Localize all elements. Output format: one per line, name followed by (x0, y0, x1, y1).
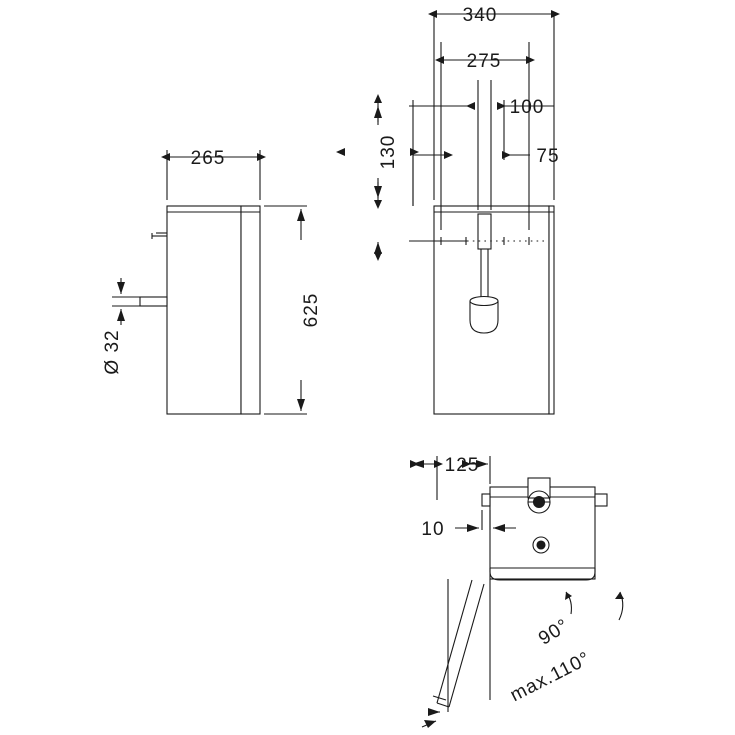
dim-label-10: 10 (421, 519, 445, 540)
dim-label-125: 125 (444, 455, 480, 476)
top-view-geometry (437, 478, 607, 712)
dim-label-angle-max-110: max.110° (506, 647, 595, 707)
dim-label-625: 625 (301, 292, 322, 328)
front-view-geometry (434, 206, 554, 414)
dim-label-75: 75 (536, 146, 560, 167)
dim-label-130: 130 (378, 134, 399, 170)
dim-label-diameter-32: Ø 32 (102, 329, 123, 375)
dim-label-275: 275 (466, 51, 502, 72)
dim-label-angle-90: 90° (535, 615, 574, 650)
dim-label-340: 340 (462, 5, 498, 26)
side-view-geometry (140, 206, 260, 414)
dim-label-100: 100 (509, 97, 545, 118)
dim-label-265: 265 (190, 148, 226, 169)
